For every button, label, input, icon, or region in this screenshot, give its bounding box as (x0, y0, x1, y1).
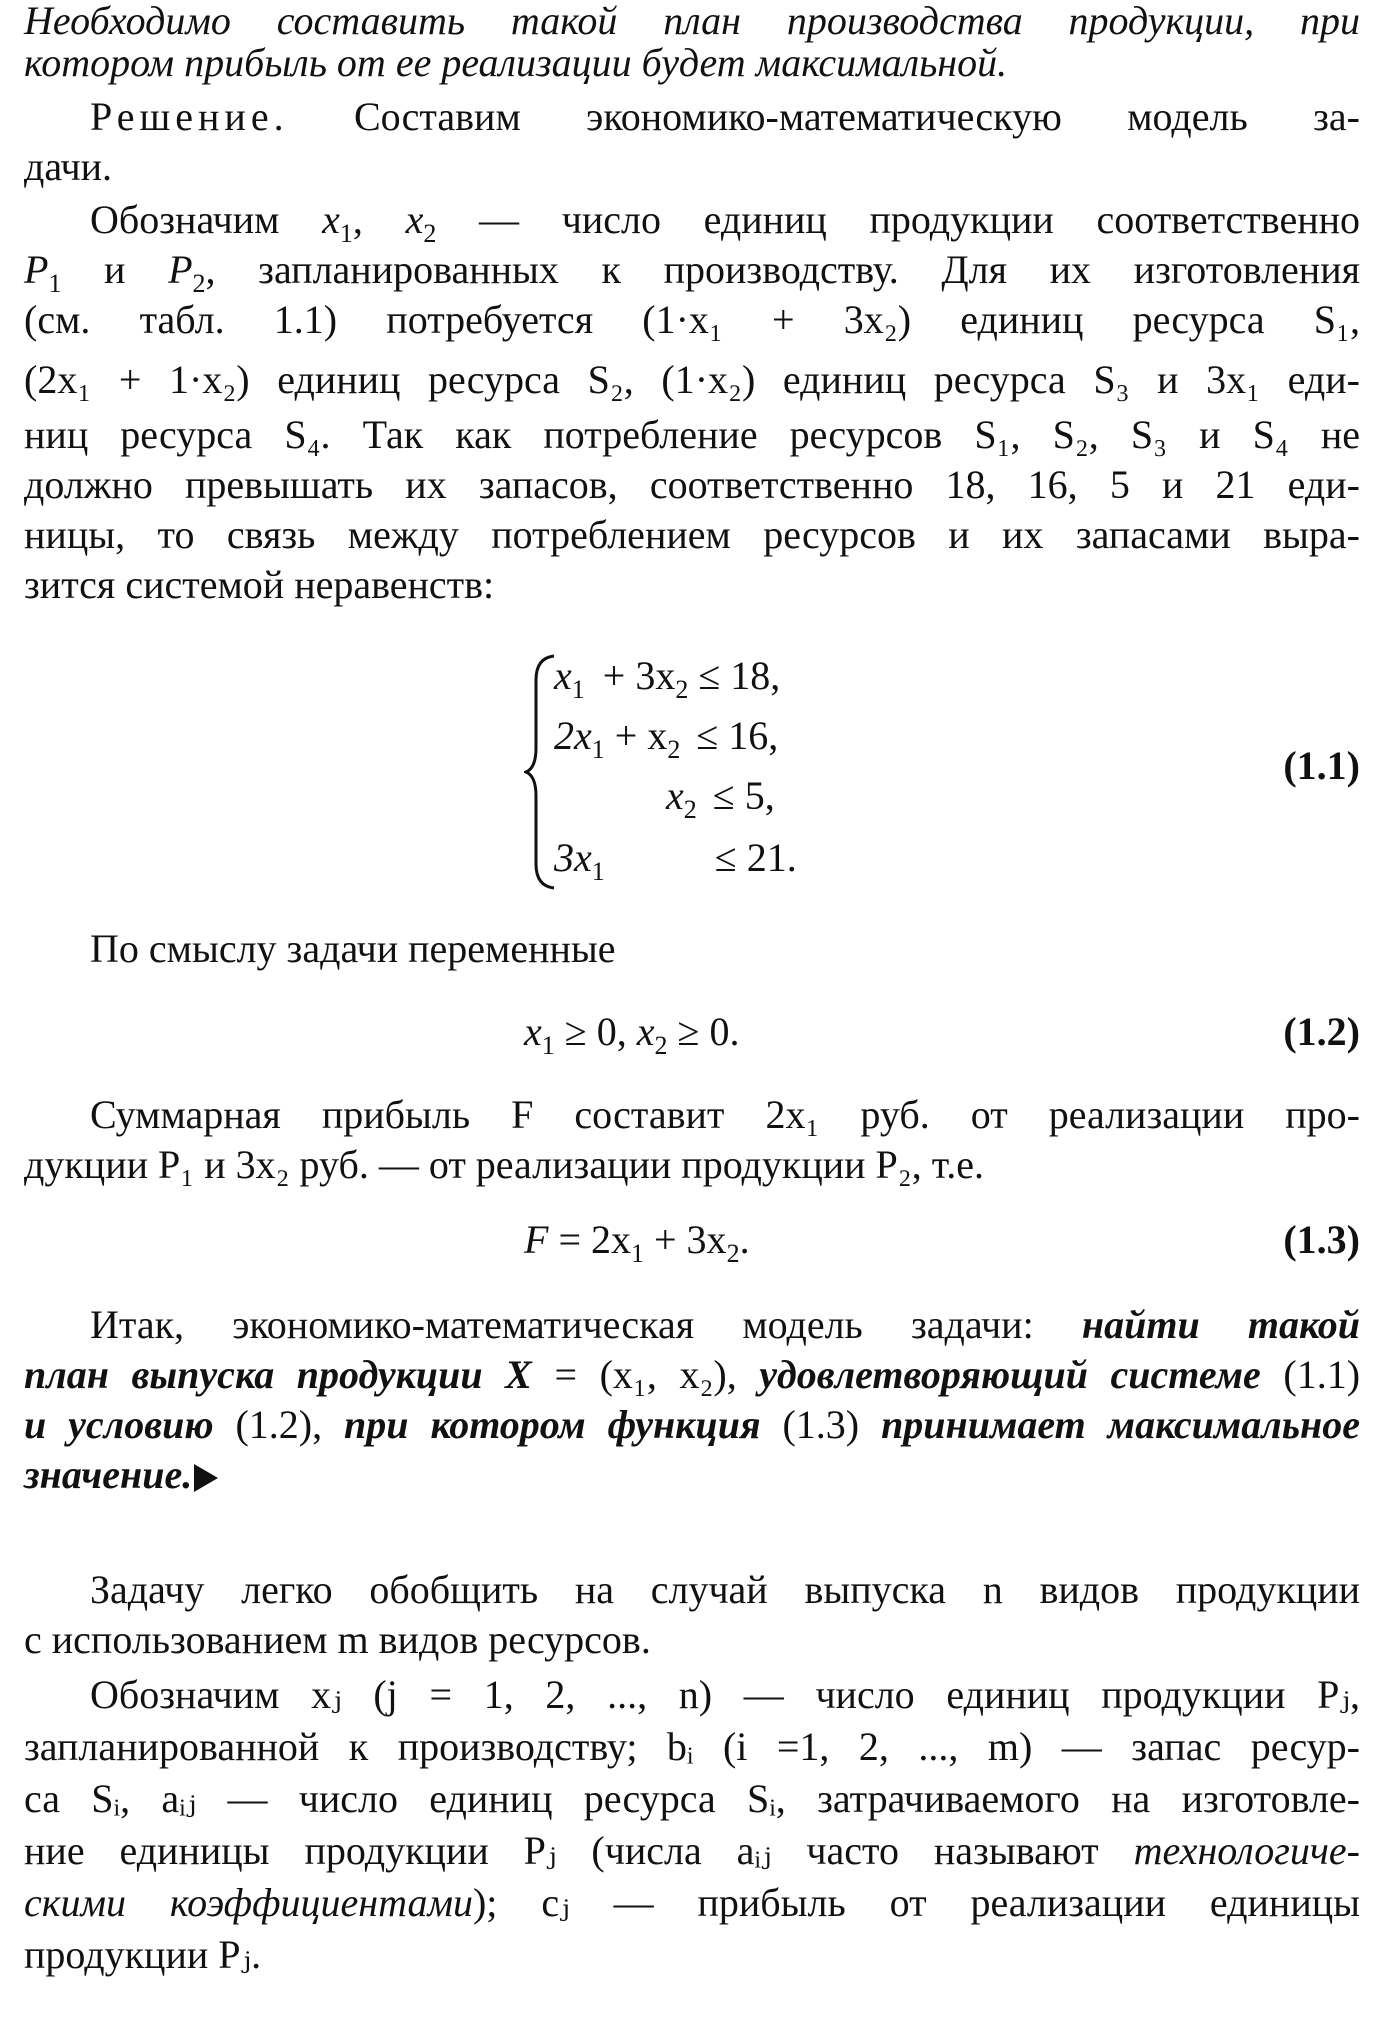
notation-line-4: ние единицы продукции Pⱼ (числа aᵢⱼ часто называют технологиче- (24, 1828, 1360, 1873)
para2-line-8: зится системой неравенств: (24, 562, 495, 607)
system-row-2: $2x_1 + x_2 \le 16$, (554, 713, 779, 764)
para2-line-2: $P_1$ и $P_2$, запланированных к производству. Для их изготовления (24, 247, 1361, 298)
equation-number-1-2: (1.2) (1283, 1009, 1360, 1054)
general-line-1: Задачу легко обобщить на случай выпуска n видов продукции (90, 1567, 1360, 1612)
notation-line-6: продукции Pⱼ. (24, 1932, 262, 1977)
intro-line-1: Необходимо составить такой план производства продукции, при (24, 0, 1360, 43)
solution-word: Решение. (90, 94, 289, 139)
para2-line-7: ницы, то связь между потреблением ресурсов и их запасами выра- (24, 512, 1360, 557)
notation-line-5: скими коэффициентами); cⱼ — прибыль от реализации единицы (24, 1880, 1361, 1925)
profit-line-1: Суммарная прибыль F составит 2x₁ руб. от реализации про- (90, 1092, 1360, 1137)
para2-line-6: должно превышать их запасов, соответственно 18, 16, 5 и 21 еди- (24, 462, 1360, 507)
intro-line-2: котором прибыль от ее реализации будет максимальной. (24, 40, 1008, 85)
system-row-3: $x_2 \le 5$, (666, 773, 775, 824)
para2-line-3: (см. табл. 1.1) потребуется (1·x₁ + 3x₂) единиц ресурса S₁, (24, 297, 1360, 342)
system-row-1: $x_1 + 3x_2 \le 18$, (554, 653, 781, 704)
summary-line-1: Итак, экономико-математическая модель задачи: найти такой (90, 1302, 1361, 1347)
profit-line-2: дукции P₁ и 3x₂ руб. — от реализации продукции P₂, т.е. (24, 1142, 984, 1187)
solution-line-2: дачи. (24, 144, 113, 189)
solution-line-1 (24, 92, 1360, 142)
para2-line-4: (2x₁ + 1·x₂) единиц ресурса S₂, (1·x₂) единиц ресурса S₃ и 3x₁ еди- (24, 357, 1360, 402)
notation-line-1: Обозначим xⱼ (j = 1, 2, ..., n) — число единиц продукции Pⱼ, (90, 1672, 1360, 1717)
equation-number-1-1: (1.1) (1283, 743, 1360, 788)
para2-line-5: ниц ресурса S₄. Так как потребление ресурсов S₁, S₂, S₃ и S₄ не (24, 412, 1360, 457)
summary-line-3: и условию (1.2), при котором функция (1.3) принимает максимальное (24, 1402, 1361, 1447)
notation-line-2: запланированной к производству; bᵢ (i =1, 2, ..., m) — запас ресур- (24, 1724, 1360, 1769)
summary-line-2: план выпуска продукции X = (x₁, x₂), удовлетворяющий системе (1.1) (24, 1352, 1361, 1397)
general-line-2: с использованием m видов ресурсов. (24, 1617, 651, 1662)
para2-line-1: Обозначим $x_1$, $x_2$ — число единиц продукции соответственно (90, 197, 1361, 248)
summary-line-4: значение. (24, 1450, 218, 1500)
notation-line-3: са Sᵢ, aᵢⱼ — число единиц ресурса Sᵢ, затрачиваемого на изготовле- (24, 1776, 1360, 1821)
system-row-4: $3x_1 \le 21$. (554, 835, 797, 886)
equation-number-1-3: (1.3) (1283, 1217, 1360, 1262)
vars-text: По смыслу задачи переменные (90, 926, 616, 971)
end-of-solution-triangle-icon (194, 1464, 218, 1492)
solution-rest: Составим экономико-математическую модель за- (288, 94, 1360, 139)
